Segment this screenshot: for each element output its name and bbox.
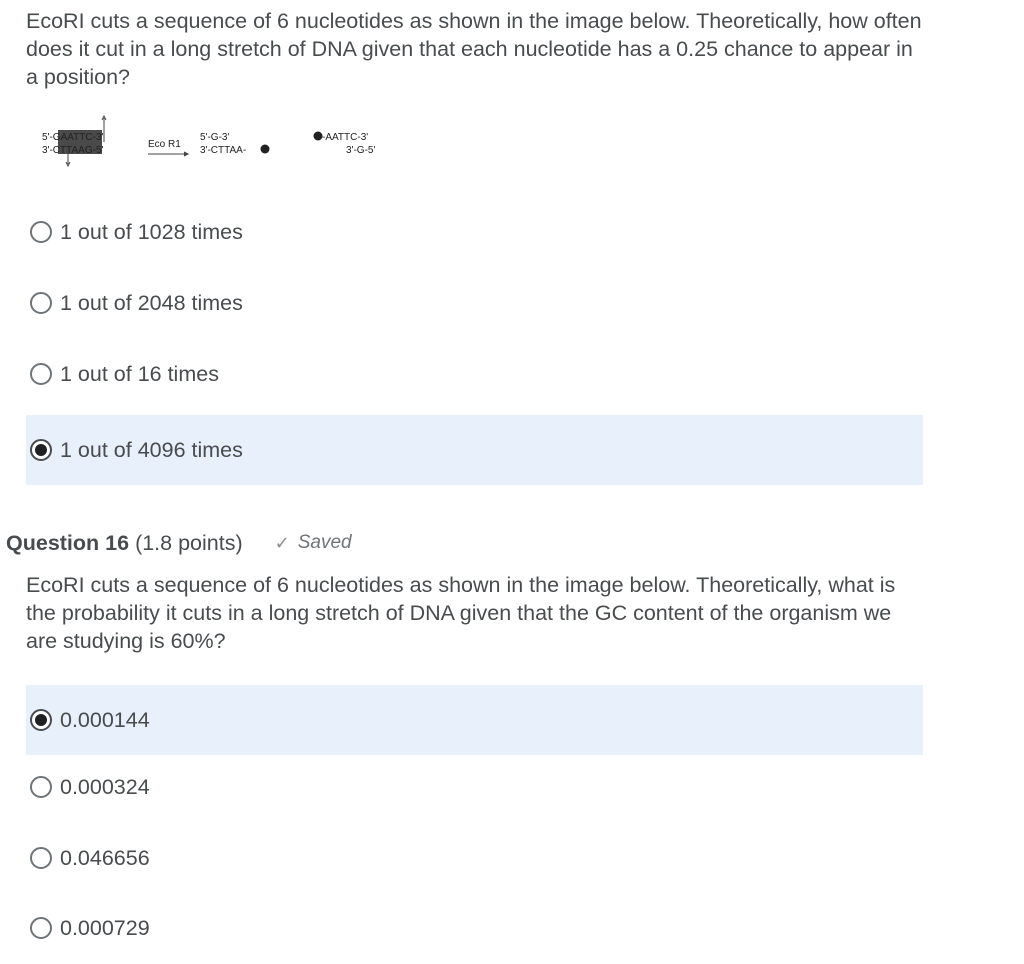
radio-button[interactable] bbox=[30, 292, 52, 314]
dna-top-strand: 5'-GAATTC-3' bbox=[42, 132, 104, 143]
option-label: 0.000729 bbox=[60, 915, 150, 940]
enzyme-label: Eco R1 bbox=[148, 139, 181, 150]
question-number: Question 16 bbox=[6, 530, 130, 555]
dna-bottom-strand: 3'-CTTAAG-5' bbox=[42, 145, 104, 156]
radio-button[interactable] bbox=[30, 847, 52, 869]
radio-button-selected[interactable] bbox=[30, 709, 52, 731]
saved-status bbox=[275, 532, 352, 554]
radio-button[interactable] bbox=[30, 363, 52, 385]
fragment1-bottom: 3'-CTTAA- bbox=[200, 145, 247, 156]
option-label: 0.046656 bbox=[60, 845, 150, 870]
ecori-cut-diagram bbox=[30, 112, 410, 172]
fragment2-bottom: 3'-G-5' bbox=[346, 145, 376, 156]
sticky-end-dot-1 bbox=[261, 145, 270, 154]
answer-option-3[interactable] bbox=[26, 823, 923, 893]
fragment1-top: 5'-G-3' bbox=[200, 132, 230, 143]
radio-button[interactable] bbox=[30, 776, 52, 798]
answer-option-4[interactable] bbox=[26, 893, 923, 963]
option-label: 1 out of 16 times bbox=[60, 361, 219, 386]
radio-button[interactable] bbox=[30, 917, 52, 939]
answer-option-1[interactable] bbox=[26, 685, 923, 755]
option-label: 1 out of 1028 times bbox=[60, 219, 243, 244]
radio-button-selected[interactable] bbox=[30, 439, 52, 461]
option-label: 1 out of 2048 times bbox=[60, 290, 243, 315]
radio-button[interactable] bbox=[30, 221, 52, 243]
question-header bbox=[6, 528, 352, 558]
answer-option-3[interactable] bbox=[26, 339, 923, 409]
question-text: EcoRI cuts a sequence of 6 nucleotides as shown in the image below. Theoretically, how often does it cut in a long stretch of DNA given that each nucleotide has a 0.25 chance to appear in a position? bbox=[26, 9, 922, 89]
answer-option-2[interactable] bbox=[26, 268, 923, 338]
fragment2-top: -AATTC-3' bbox=[322, 132, 369, 143]
answer-option-2[interactable] bbox=[26, 752, 923, 822]
question-text: EcoRI cuts a sequence of 6 nucleotides as shown in the image below. Theoretically, what is the probability it cuts in a long stretch of DNA given that the GC content of the organism we are studying is 60%? bbox=[26, 573, 896, 653]
question-points: (1.8 points) bbox=[135, 530, 243, 555]
answer-option-1[interactable] bbox=[26, 197, 923, 267]
option-label: 1 out of 4096 times bbox=[60, 437, 243, 462]
answer-option-4[interactable] bbox=[26, 415, 923, 485]
saved-label: Saved bbox=[297, 532, 352, 553]
option-label: 0.000324 bbox=[60, 774, 150, 799]
checkmark-icon: ✓ bbox=[274, 532, 290, 553]
option-label: 0.000144 bbox=[60, 707, 150, 732]
